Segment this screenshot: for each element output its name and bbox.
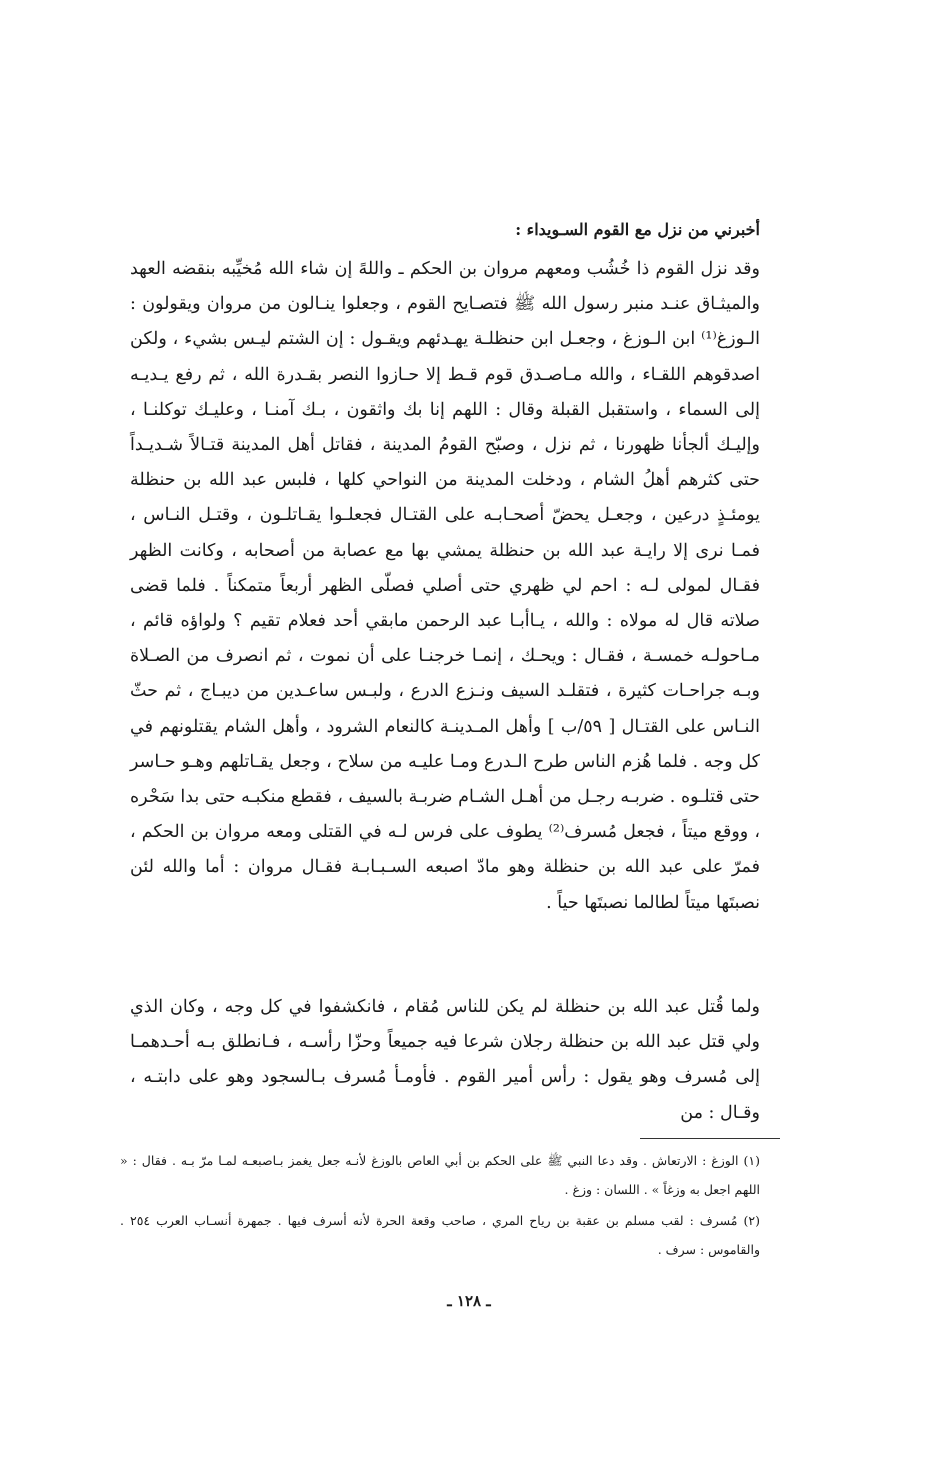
section-heading: أخبرني من نزل مع القوم السـويداء : <box>515 220 760 239</box>
footnote: (٢) مُسرف : لقب مسلم بن عقبة بن رياح المري ، صاحب وقعة الحرة لأنه أسرف فيها . جمهرة أنسـاب العرب ٢٥٤ . والقاموس : سرف . <box>120 1213 760 1257</box>
footnote: (١) الوزغ : الارتعاش . وقد دعا النبي ﷺ على الحكم بن أبي العاص بالوزغ لأنـه جعل يغمز بـاصبعـه لمـا مرّ بـه . فقال : « اللهم اجعل به وزغاً » . اللسان : وزغ . <box>120 1153 760 1197</box>
body-paragraph: ولما قُتل عبد الله بن حنظلة لم يكن للناس مُقام ، فانكشفوا في كل وجه ، وكان الذي ولي قتل عبد الله بن حنظلة رجلان شرعا فيه جميعاً وحزّا رأسـه ، فـانطلق بـه أحـدهمـا إلى مُسرف وهو يقول : رأس أمير القوم . فأومـأ مُسرف بـالسجود وهو على دابتـه ، وقـال : من <box>130 997 760 1123</box>
page-number: ـ ١٢٨ ـ <box>447 1292 491 1310</box>
footnote-separator <box>640 1138 780 1139</box>
body-paragraph: وقد نزل القوم ذا خُشُب ومعهم مروان بن الحكم ـ واللهً إن شاء الله مُخيِّبه بنقضه العهد والميثـاق عنـد منبر رسول الله ﷺ فتصـايح القوم ، وجعلوا ينـالون من مروان ويقولون : الـوزغ⁽¹⁾ ابن الـوزغ ، وجعـل ابن حنظلـة يهـدئهم ويقـول : إن الشتم ليـس بشيء ، ولكن اصدقوهم اللقـاء ، والله مـاصـدق قوم قـط إلا حـازوا النصر بقـدرة الله ، ثم رفع يـديـه إلى السماء ، واستقبل القبلة وقال : اللهم إنا بك واثقون ، بـك آمنـا ، وعليـك توكلنـا ، وإليـك ألجأنا ظهورنا ، ثم نزل ، وصبّح القومُ المدينة ، فقاتل أهل المدينة قتـالاً شـديـداً حتى كثرهم أهلُ الشام ، ودخلت المدينة من النواحي كلها ، فلبس عبد الله بن حنظلة يومئـذٍ درعين ، وجعـل يحضّ أصحـابـه على القتـال فجعلـوا يقـاتلـون ، وقتـل النـاس ، فمـا نرى إلا رايـة عبد الله بن حنظلة يمشي بها مع عصابة من أصحابه ، وكانت الظهر فقـال لمولى لـه : احم لي ظهري حتى أصلي فصلّى الظهر أربعاً متمكناً . فلما قضى صلاته قال له مولاه : والله ، يـاأبـا عبد الرحمن مابقي أحد فعلام تقيم ؟ ولواؤه قائم ، مـاحولـه خمسـة ، فقـال : ويحـك ، إنمـا خرجنـا على أن نموت ، ثم انصرف من الصـلاة وبـه جراحـات كثيرة ، فتقلـد السيف ونـزع الدرع ، ولبـس ساعـدين من ديبـاج ، ثم حثّ النـاس على القتـال [ ٥٩/ب ] وأهل المـدينـة كالنعام الشرود ، وأهل الشام يقتلونهم في كل وجه . فلما هُزم الناس طرح الـدرع ومـا عليـه من سلاح ، وجعل يقـاتلهم وهـو حـاسر حتى قتلـوه . ضربـه رجـل من أهـل الشـام ضربـة بالسيف ، فقطع منكبـه حتى بدا سَحْره ، ووقع ميتاً ، فجعل مُسرف⁽²⁾ يطوف على فرس لـه في القتلى ومعه مروان بن الحكم ، فمرّ على عبد الله بن حنظلة وهو مادّ اصبعه السـبـابـة فقـال مروان : أما والله لئن نصبتَها ميتاً لطالما نصبتَها حياً . <box>130 259 760 913</box>
